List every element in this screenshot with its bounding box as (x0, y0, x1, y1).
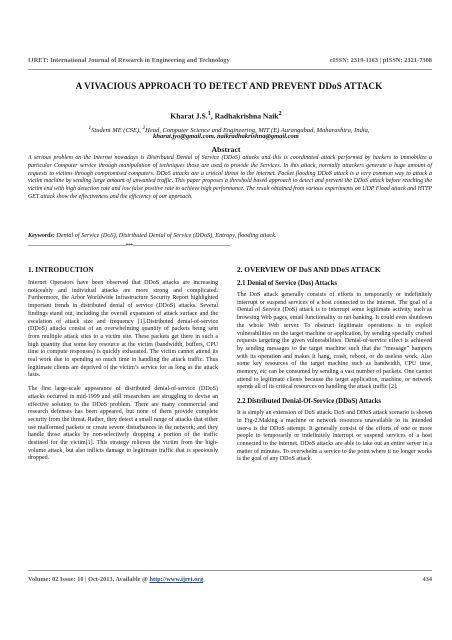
left-column (28, 265, 218, 469)
author-separator: , (210, 111, 215, 121)
footer-divider (28, 570, 432, 571)
affiliation-text-1: Student ME (CSE), (91, 127, 143, 135)
keywords-text: Denial of Service (DoS), Distributed Denial of Service (DDoS), Entropy, flooding attack. (54, 232, 277, 239)
section-1-paragraph-1: Internet Operators have been observed that DDoS attacks are increasing noticeably and individual attacks are more strong and complicated. Furthermore, the Arbor Worldwide Infrastructure Security Report highlighted important trends in distributed denial of service (DDoS) attacks. Several findings stand out, including the overall expansion of attack surface and the escalation of attack size and frequency [1].Distributed denial-of-service (DDoS) attacks consist of an overwhelming quantity of packets being sent from multiple attack sites to a victim site. These packets get there in such a high quantity that some key resource at the victim (bandwidth, buffers, CPU time to compute responses) is quickly exhausted. The victim cannot attend its real work due to spending so much time in handling the attack traffic. Thus legitimate clients are deprived of the victim’s service for as long as the attack lasts. (28, 280, 218, 379)
footer-volume-text: Volume: 02 Issue: 10 | Oct-2013, Available @ (28, 576, 150, 583)
section-separator: ----------------------------------------------------------------------***---------------------------------------------------------------------- (28, 243, 231, 249)
paper-title: A VIVACIOUS APPROACH TO DETECT AND PREVENT DDoS ATTACK (75, 81, 383, 91)
author-line (0, 110, 452, 121)
section-1-paragraph-2: The first large-scale appearance of distributed denial-of-service (DDoS) attacks occurred in mid-1999 and still researchers are struggling to devise an effective solution to the DDoS problem. There are many commercial and research defenses has been appeared, but none of them provide complete security from the threat. Rather, they detect a small range of attacks that either use malformed packets or create severe disturbances in the network; and they handle those attacks by non-selectively dropping a portion of the traffic destined for the victim[1]. This strategy relieves the victim from the high-volume attack, but also inflicts damage to legitimate traffic that is speciously dropped. (28, 386, 218, 462)
author-1: Kharat J.S. (170, 111, 208, 121)
journal-issn: eISSN: 2319-1163 | pISSN: 2321-7308 (329, 57, 432, 64)
right-column (237, 265, 432, 470)
affiliation-sup-2: 2 (142, 125, 146, 131)
keywords-label: Keywords: (28, 232, 55, 239)
footer-volume (28, 576, 203, 583)
author-1-sup: 1 (207, 110, 211, 117)
section-2-heading: 2. OVERVIEW OF DoS AND DDoS ATTACK (237, 265, 381, 274)
subsection-2-2-heading: 2.2 Distributed Denial-Of-Service (DDoS) Attacks (237, 398, 382, 406)
journal-name: IJRET: International Journal of Research in Engineering and Technology (28, 57, 230, 64)
abstract-heading: Abstract (211, 145, 241, 154)
affiliation-text-2: Head, Computer Science and Engineering, MIT (E) Aurangabad, Maharashtra, India, (145, 127, 370, 135)
page-footer (28, 576, 432, 583)
author-2: Radhakrishna Naik (214, 111, 279, 121)
affiliation-sup-1: 1 (88, 125, 92, 131)
subsection-2-2-paragraph: It is simply an extension of DoS attack. DoS and DDoS attack scenario is shown in Fig-2.Making a machine or network resources unavailable to its intended user-s is the DDoS attempt. It generally consist of the efforts of one or more people to temporarily or indefinitely interrupt or suspend services of a host connected to the internet. DDoS attacks are able to take out an entire server in a matter of minutes. To overwhelm a service to the point where it no longer works is the goal of any DDoS attack. (237, 410, 432, 463)
author-2-sup: 2 (278, 110, 282, 117)
page-number: 434 (422, 576, 432, 583)
keywords (28, 232, 432, 239)
subsection-2-1-paragraph: The DoS attack generally consists of efforts to temporarily or indefinitely interrupt or suspend services of a host connected to the internet. The goal of a Denial of Service (DoS) attack is to interrupt some legitimate activity, such as browsing Web pages, email functionality or net banking. It could even shutdown the whole Web server. To obstruct legitimate operations is to exploit vulnerabilities on the target machine or application, by sending specially crafted requests targeting the given vulnerabilities. Denial-of-service effect is achieved by sending messages to the target machine such that the “message” hampers with its operation and makes it hang, crash, reboot, or do useless work. Also some key resources of the target machine such as bandwidth, CPU time, memory, etc can be consumed by sending a vast number of packets. One cannot attend to legitimate clients because the target application, machine, or network spends all of its critical resources on handling the attack traffic [2]. (237, 292, 432, 391)
subsection-2-1-heading: 2.1 Denial of Service (Dos) Attacks (237, 280, 338, 287)
journal-link[interactable]: http://www.ijret.org (149, 576, 204, 583)
journal-header (28, 57, 432, 64)
author-emails: kharat.jyo@gmail.com, naikradhakrishna@gmail.com (153, 133, 299, 140)
abstract-text: A serious problem on the Internet nowadays is Distributed Denial of Service (DDoS) attacks and this is coordinated attack performed by hackers to immobilize a particular Computer service through manipulation of techniques those are used to provide the Services. In this attack, normally attackers generate a huge amount of requests to victims through compromised computers. DDoS attacks are a critical threat to the internet. Packet flooding DDoS attack is a very common way to attack a victim machine by sending large amount of unwanted traffic. This paper proposes a threshold based approach to detect and prevent the DDoS attack before reaching the victim end with high detection rate and low false positive rate to achieve high performance. The result obtained from various experiments on UDP Flood attack and HTTP GET attack show the effectiveness and the efficiency of our approach. (28, 155, 432, 200)
section-1-heading: 1. INTRODUCTION (28, 265, 94, 274)
header-divider (28, 69, 432, 70)
